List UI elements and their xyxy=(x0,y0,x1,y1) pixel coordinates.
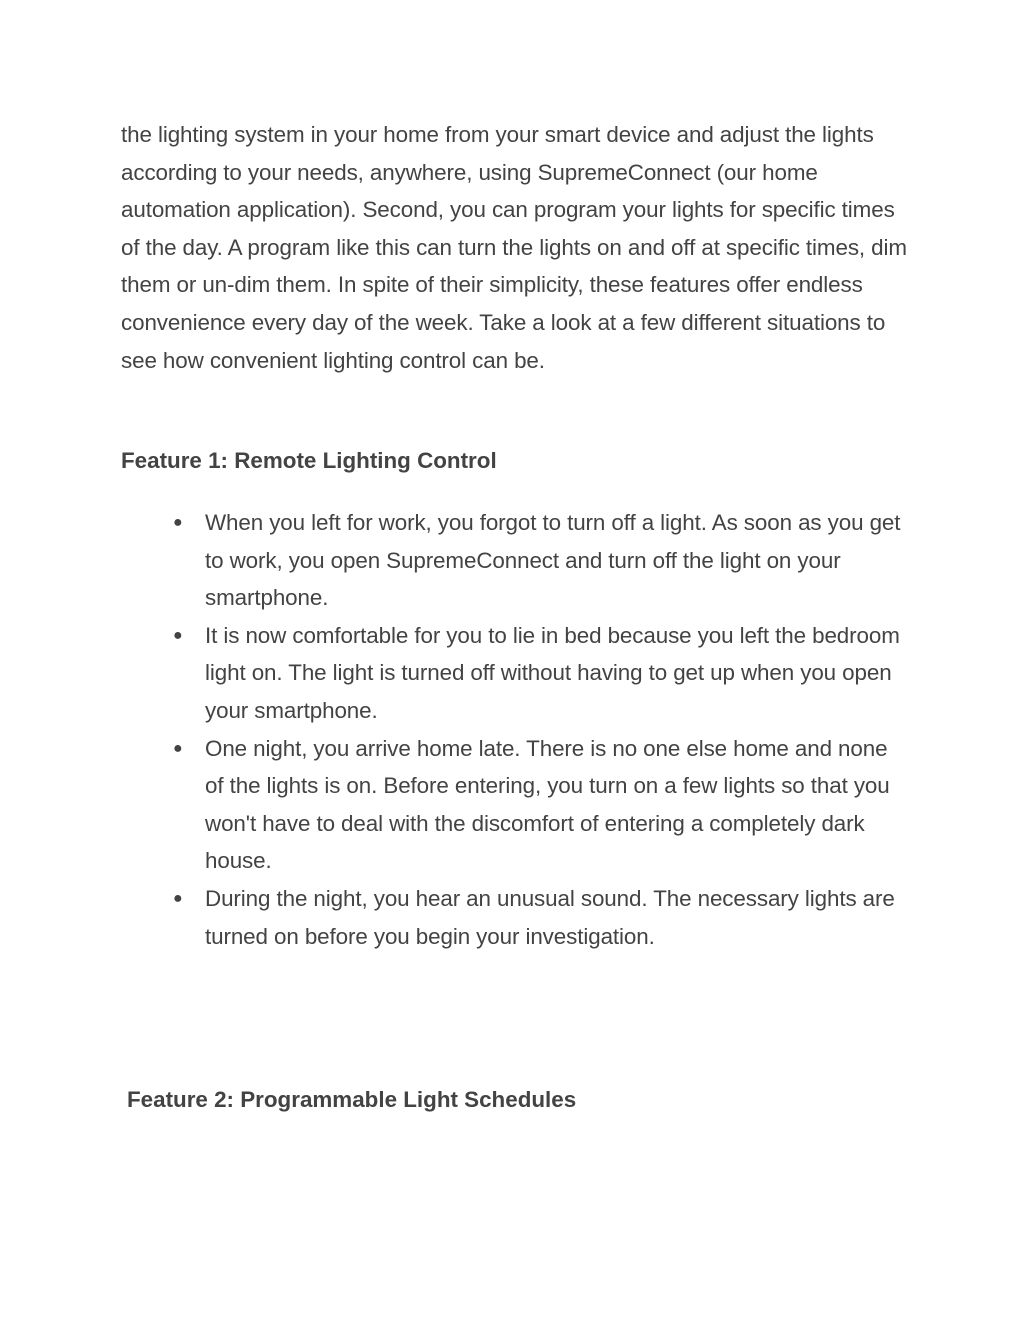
list-item-text: When you left for work, you forgot to turn off a light. As soon as you get to work, you open SupremeConnect and turn off the light on your smartphone. xyxy=(205,510,901,611)
bullet-icon: ● xyxy=(173,514,183,531)
bullet-icon: ● xyxy=(173,626,183,644)
list-item-text: One night, you arrive home late. There is no one else home and none of the lights is on. Before entering, you turn on a few lights so that you won't have to deal with the discomfort of entering a completely dark house. xyxy=(205,735,890,874)
feature-2-heading: Feature 2: Programmable Light Schedules xyxy=(127,1087,577,1112)
list-item xyxy=(171,880,911,955)
list-item xyxy=(171,504,911,617)
bullet-icon: ● xyxy=(173,889,183,907)
intro-paragraph: the lighting system in your home from your smart device and adjust the lights according to your needs, anywhere, using SupremeConnect (our home automation application). Second, you can program your lights for specific times of the day. A program like this can turn the lights on and off at specific times, dim them or un-dim them. In spite of their simplicity, these features offer endless convenience every day of the week. Take a look at a few different situations to see how convenient lighting control can be. xyxy=(121,122,907,373)
feature-1-bullet-list xyxy=(171,504,911,955)
list-item xyxy=(171,730,911,880)
feature-1-heading: Feature 1: Remote Lighting Control xyxy=(121,448,497,473)
list-item-text: It is now comfortable for you to lie in bed because you left the bedroom light on. The light is turned off without having to get up when you open your smartphone. xyxy=(205,622,900,723)
list-item xyxy=(171,617,911,730)
list-item-text: During the night, you hear an unusual sound. The necessary lights are turned on before you begin your investigation. xyxy=(205,885,895,949)
bullet-icon: ● xyxy=(173,739,183,757)
